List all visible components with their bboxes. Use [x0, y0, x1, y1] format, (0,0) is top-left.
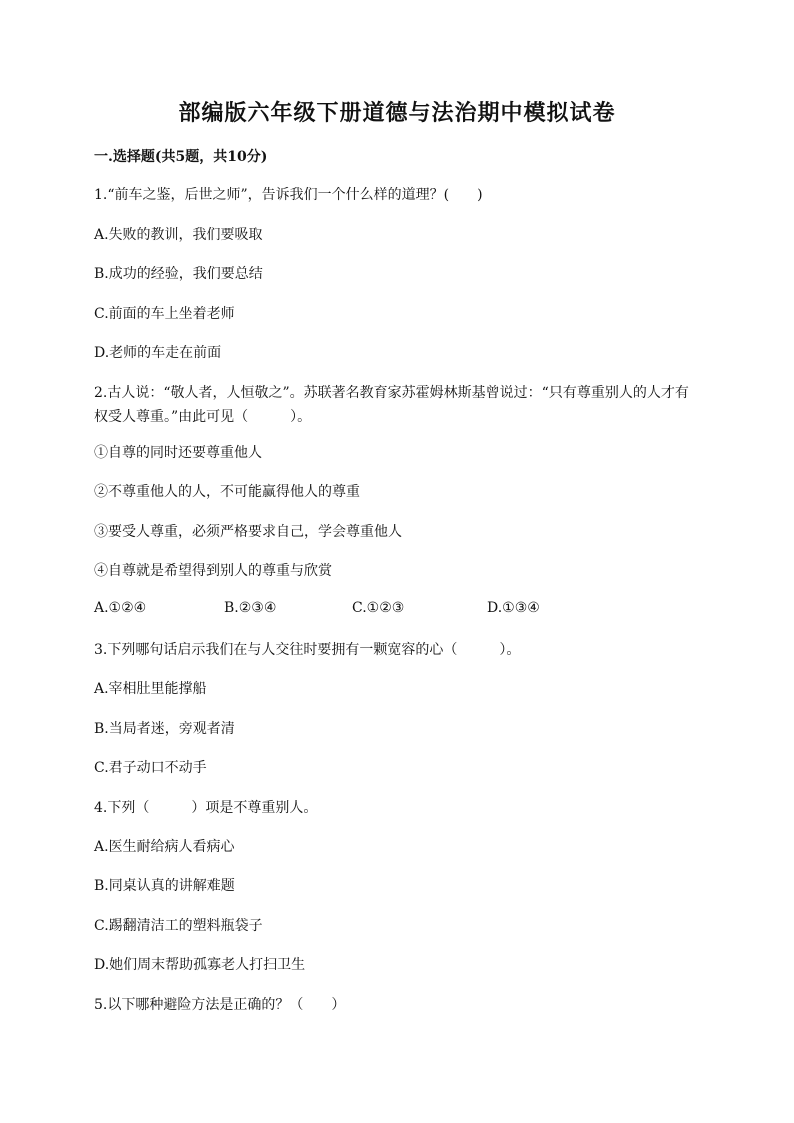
question-1-option-c: C.前面的车上坐着老师	[94, 306, 235, 322]
question-2-option-a: A.①②④	[94, 600, 147, 616]
question-2-item-4: ④自尊就是希望得到别人的尊重与欣赏	[94, 563, 332, 579]
question-2-option-c: C.①②③	[352, 600, 405, 616]
question-4-option-d: D.她们周末帮助孤寡老人打扫卫生	[94, 957, 306, 973]
question-2-option-d: D.①③④	[487, 600, 540, 616]
question-2-stem: 2.古人说：“敬人者，人恒敬之”。苏联著名教育家苏霍姆林斯基曾说过：“只有尊重别人的人才有权受人尊重。”由此可见（ ）。	[94, 385, 689, 425]
question-3-option-c: C.君子动口不动手	[94, 760, 207, 776]
question-2-option-b: B.②③④	[224, 600, 277, 616]
question-2-item-1: ①自尊的同时还要尊重他人	[94, 445, 262, 461]
page-title: 部编版六年级下册道德与法治期中模拟试卷	[178, 100, 616, 126]
question-1-option-d: D.老师的车走在前面	[94, 345, 222, 361]
section-heading: 一.选择题(共5题，共10分)	[94, 149, 268, 165]
question-4-option-a: A.医生耐给病人看病心	[94, 839, 235, 855]
question-1-option-b: B.成功的经验，我们要总结	[94, 266, 263, 282]
question-1-option-a: A.失败的教训，我们要吸取	[94, 227, 263, 243]
question-3-option-b: B.当局者迷，旁观者清	[94, 721, 235, 737]
question-5-stem: 5.以下哪种避险方法是正确的？（ ）	[94, 997, 346, 1013]
question-1-stem: 1.“前车之鉴，后世之师”，告诉我们一个什么样的道理？( )	[94, 187, 483, 203]
question-4-option-b: B.同桌认真的讲解难题	[94, 878, 235, 894]
question-3-option-a: A.宰相肚里能撑船	[94, 681, 207, 697]
question-4-option-c: C.踢翻清洁工的塑料瓶袋子	[94, 918, 263, 934]
question-2-item-3: ③要受人尊重，必须严格要求自己，学会尊重他人	[94, 524, 402, 540]
question-4-stem: 4.下列（ ）项是不尊重别人。	[94, 800, 318, 816]
question-2-item-2: ②不尊重他人的人，不可能赢得他人的尊重	[94, 484, 360, 500]
question-3-stem: 3.下列哪句话启示我们在与人交往时要拥有一颗宽容的心（ ）。	[94, 642, 521, 658]
